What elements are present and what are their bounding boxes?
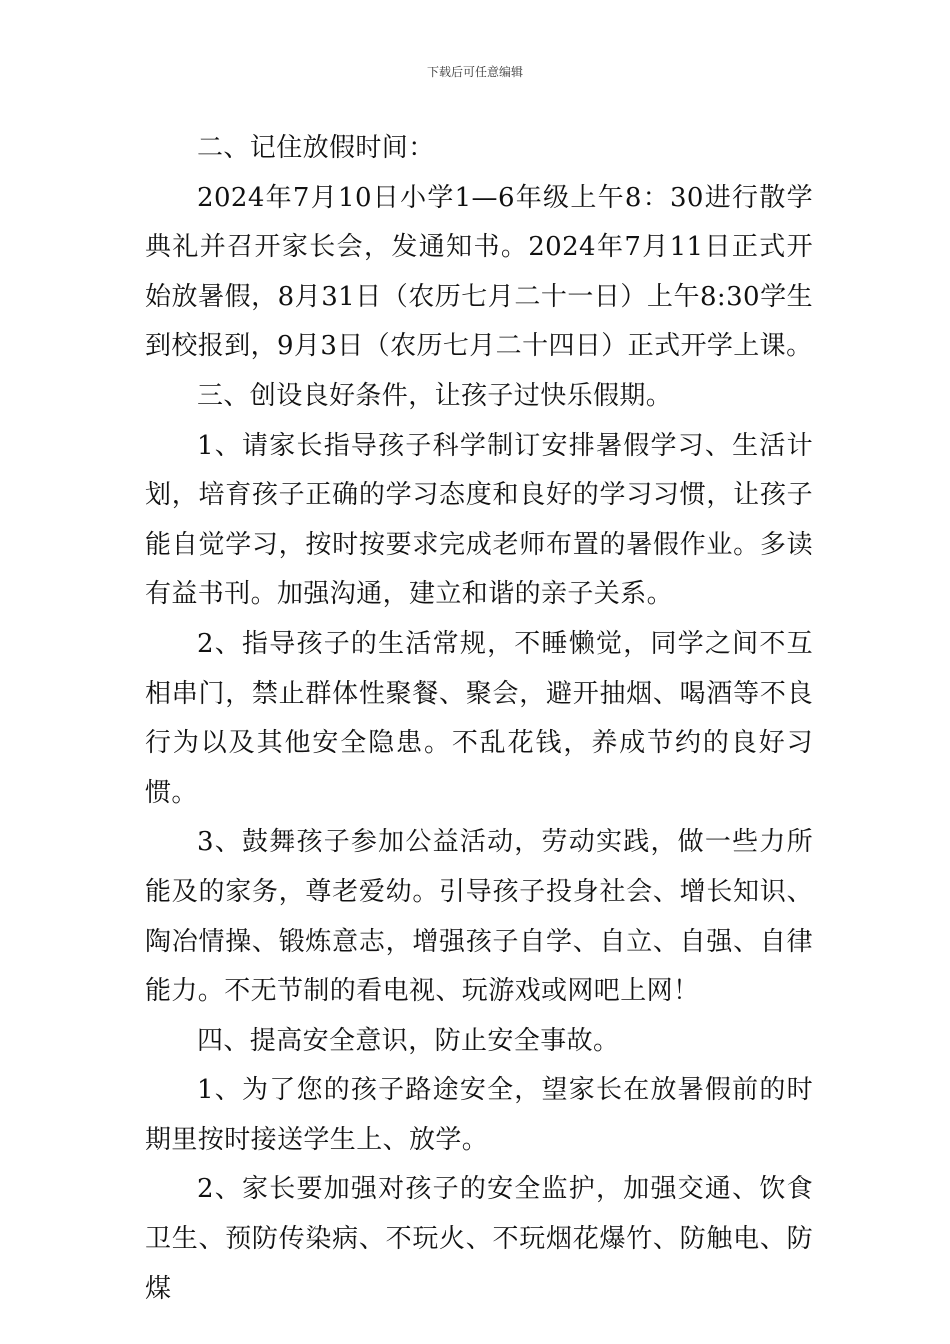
- paragraph-daily-routine: 2、指导孩子的生活常规，不睡懒觉，同学之间不互相串门，禁止群体性聚餐、聚会，避开抽烟、喝酒等不良行为以及其他安全隐患。不乱花钱，养成节约的良好习惯。: [145, 628, 813, 808]
- section-heading-holiday-time: 二、记住放假时间：: [197, 133, 435, 163]
- section-heading-good-conditions: 三、创设良好条件，让孩子过快乐假期。: [197, 380, 673, 411]
- paragraph-public-activities: 3、鼓舞孩子参加公益活动，劳动实践，做一些力所能及的家务，尊老爱幼。引导孩子投身社会、增长知识、陶冶情操、锻炼意志，增强孩子自学、自立、自强、自律能力。不无节制的看电视、玩游戏或网吧上网！: [145, 827, 813, 1007]
- document-body: [145, 124, 813, 1314]
- section-heading-safety: 四、提高安全意识，防止安全事故。: [197, 1025, 620, 1056]
- paragraph-school-commute: 1、为了您的孩子路途安全，望家长在放暑假前的时期里按时接送学生上、放学。: [145, 1075, 813, 1155]
- page-header-note: 下载后可任意编辑: [426, 65, 523, 79]
- paragraph-holiday-dates: 2024年7月10日小学1—6年级上午8：30进行散学典礼并召开家长会，发通知书。2024年7月11日正式开始放暑假，8月31日（农历七月二十一日）上午8:30学生到校报到，9月3日（农历七月二十四日）正式开学上课。: [145, 182, 813, 362]
- paragraph-study-plan: 1、请家长指导孩子科学制订安排暑假学习、生活计划，培育孩子正确的学习态度和良好的学习习惯，让孩子能自觉学习，按时按要求完成老师布置的暑假作业。多读有益书刊。加强沟通，建立和谐的亲子关系。: [145, 430, 813, 610]
- paragraph-safety-supervision: 2、家长要加强对孩子的安全监护，加强交通、饮食卫生、预防传染病、不玩火、不玩烟花爆竹、防触电、防煤: [145, 1174, 813, 1304]
